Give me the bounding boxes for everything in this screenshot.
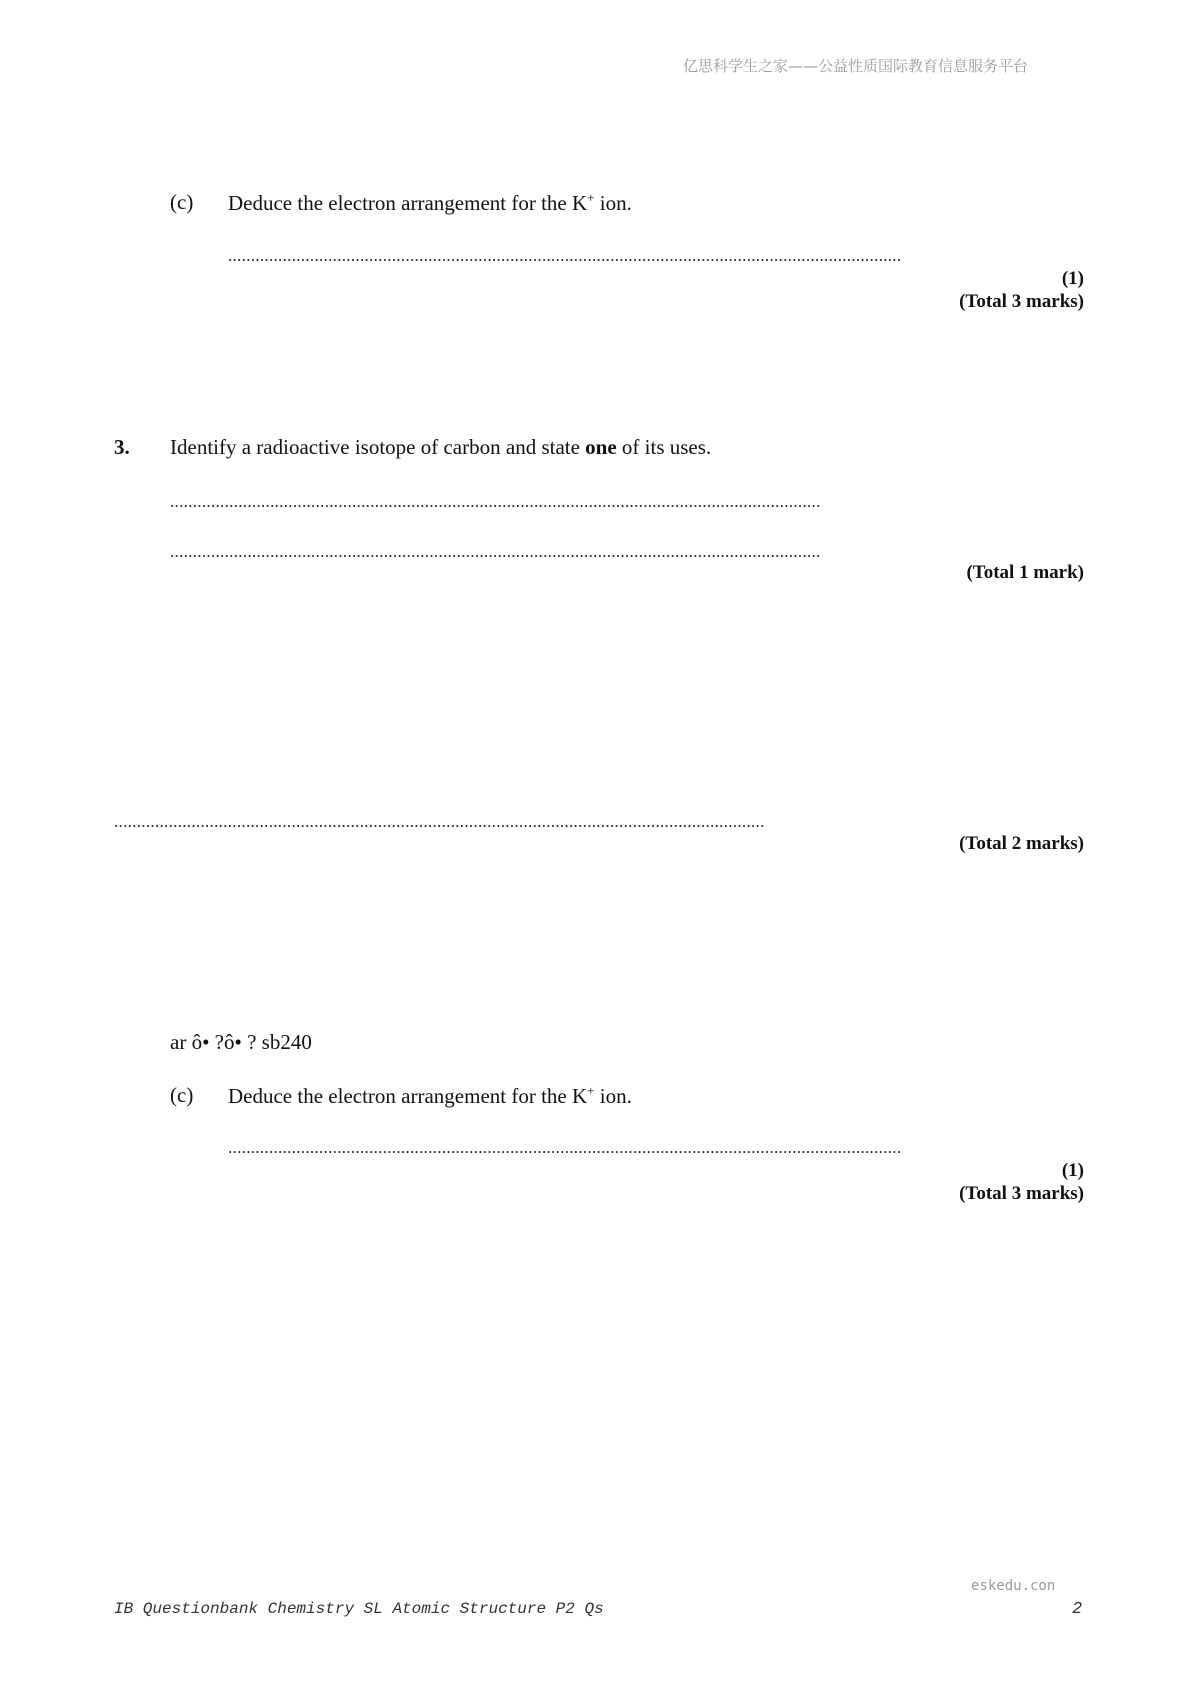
footer-title: IB Questionbank Chemistry SL Atomic Structure P2 Qs — [114, 1600, 604, 1618]
part-label: (c) — [170, 1083, 194, 1107]
question-text-end: ion. — [594, 1084, 632, 1108]
question-text-end: of its uses. — [616, 435, 712, 459]
question-text-main: Deduce the electron arrangement for the K — [228, 1084, 588, 1108]
total-marks: (Total 3 marks) — [959, 1183, 1084, 1204]
question-text — [228, 190, 632, 216]
site-banner: 亿思科学生之家——公益性质国际教育信息服务平台 — [683, 57, 1029, 75]
mark-allocation: (1) — [1061, 1160, 1084, 1181]
emphasis-text: one — [585, 435, 617, 459]
total-marks: (Total 2 marks) — [959, 833, 1084, 854]
superscript-plus: + — [587, 190, 595, 205]
question-text-main: Deduce the electron arrangement for the K — [228, 191, 588, 215]
total-marks: (Total 1 mark) — [966, 562, 1084, 583]
answer-line: .................................................................................................................................................... — [228, 246, 902, 265]
total-marks: (Total 3 marks) — [959, 291, 1084, 312]
page-number: 2 — [1072, 1600, 1083, 1619]
question-text-main: Identify a radioactive isotope of carbon and state — [170, 435, 586, 459]
garbled-text: ar ô• ?ô• ? sb240 — [170, 1030, 312, 1054]
answer-line: ............................................................................................................................................... — [114, 812, 765, 831]
question-number: 3. — [114, 435, 130, 459]
answer-line: ............................................................................................................................................... — [170, 542, 821, 561]
question-text — [228, 1083, 632, 1109]
answer-line: ............................................................................................................................................... — [170, 492, 821, 511]
part-label: (c) — [170, 190, 194, 214]
answer-line: .................................................................................................................................................... — [228, 1138, 902, 1157]
superscript-plus: + — [587, 1083, 595, 1098]
question-text-end: ion. — [594, 191, 632, 215]
footer-site: eskedu.con — [971, 1578, 1056, 1594]
mark-allocation: (1) — [1061, 268, 1084, 289]
question-text — [170, 435, 711, 460]
